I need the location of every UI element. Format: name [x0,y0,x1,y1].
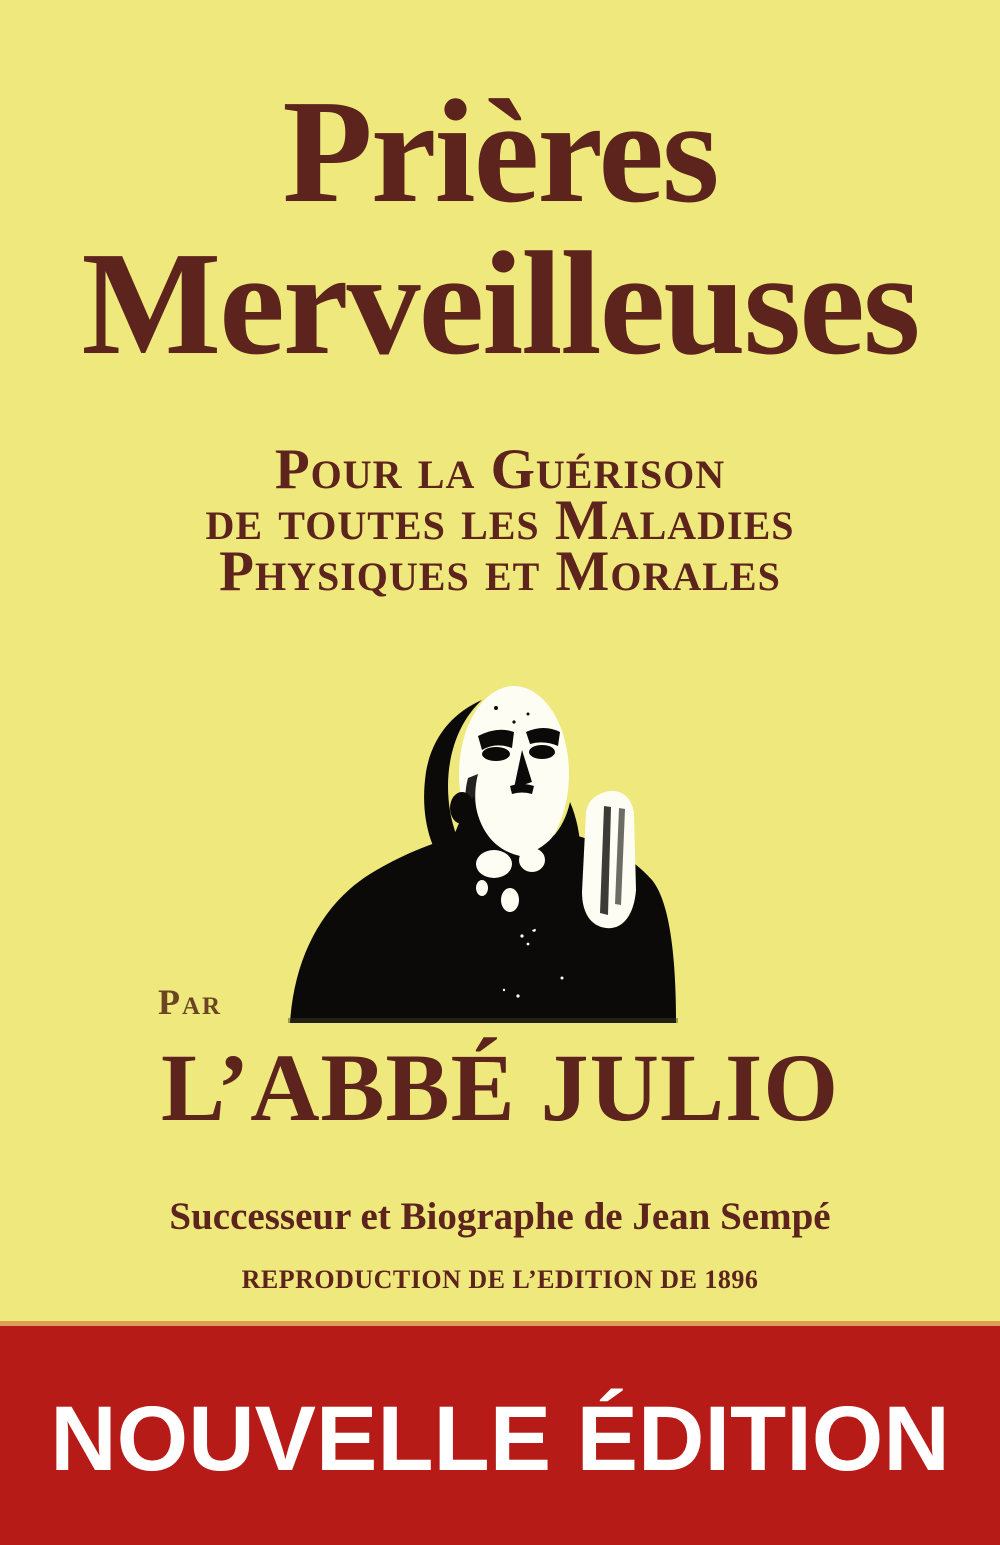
book-title [0,70,1000,386]
new-edition-banner [0,1321,1000,1545]
book-title-line2: Merveilleuses [81,222,919,386]
abbe-julio-portrait [282,678,682,1023]
book-title-line1: Prières [282,70,718,234]
book-subtitle-line2: de toutes les Maladies [205,489,795,552]
byline-par: Par [158,982,223,1022]
portrait-hand [582,791,636,928]
author-credit: Successeur et Biographe de Jean Sempé [169,1195,831,1238]
book-subtitle-line3: Physiques et Morales [219,540,781,603]
book-subtitle-line1: Pour la Guérison [274,438,726,501]
reproduction-note: REPRODUCTION DE L’EDITION DE 1896 [241,1265,759,1294]
author-name: L’ABBÉ JULIO [161,1034,839,1141]
new-edition-label: NOUVELLE ÉDITION [50,1387,950,1490]
book-subtitle [0,438,1000,603]
